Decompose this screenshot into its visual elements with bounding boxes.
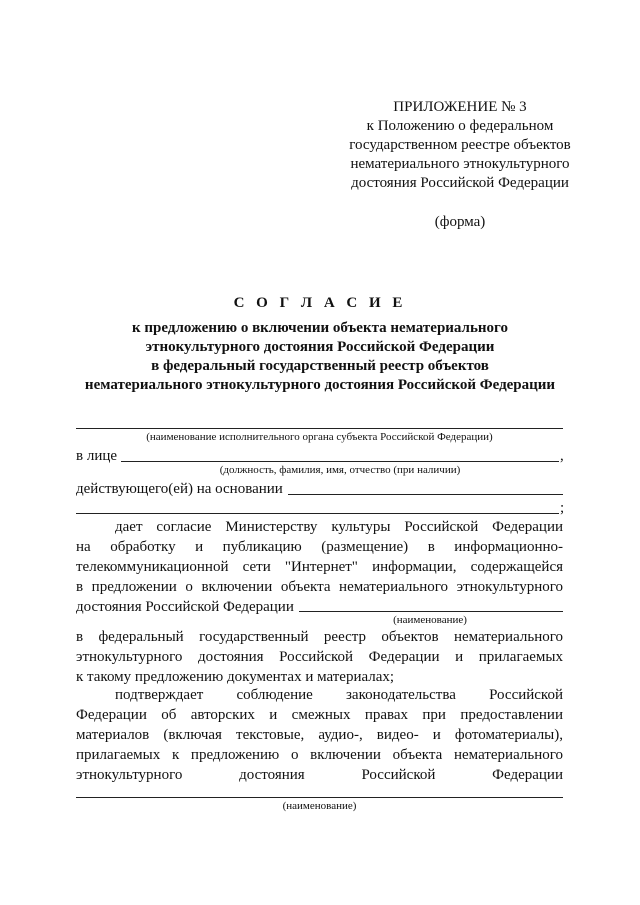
para1-line-5: достояния Российской Федерации [76, 599, 294, 615]
person-field[interactable] [121, 461, 559, 462]
para3-line-4: прилагаемых к предложению о включении объекта нематериального [76, 747, 563, 763]
appendix-line-2: государственном реестре объектов [349, 137, 571, 153]
object-name-field-2[interactable] [76, 797, 563, 798]
para3-line-5: этнокультурного достояния Российской Федерации [76, 767, 563, 783]
appendix-line-1: к Положению о федеральном [366, 118, 554, 134]
appendix-title: ПРИЛОЖЕНИЕ № 3 [393, 99, 527, 115]
acting-basis-label: действующего(ей) на основании [76, 481, 283, 497]
appendix-line-4: достояния Российской Федерации [351, 175, 569, 191]
para2-line-2: этнокультурного достояния Российской Федерации и прилагаемых [76, 649, 563, 665]
para1-line-3: телекоммуникационной сети "Интернет" информации, содержащейся [76, 559, 563, 575]
appendix-line-3: нематериального этнокультурного [350, 156, 570, 172]
para1-line-2: на обработку и публикацию (размещение) в информационно- [76, 539, 563, 555]
subtitle-line-2: этнокультурного достояния Российской Федерации [145, 339, 495, 355]
subtitle-line-3: в федеральный государственный реестр объектов [151, 358, 489, 374]
para3-line-2: Федерации об авторских и смежных правах при предоставлении [76, 707, 563, 723]
para3-line-1: подтверждает соблюдение законодательства Российской [115, 687, 563, 703]
in-person-label: в лице [76, 448, 118, 464]
basis-field[interactable] [288, 494, 563, 495]
para3-line-3: материалов (включая текстовые, аудио-, видео- и фотоматериалы), [76, 727, 563, 743]
organ-name-caption: (наименование исполнительного органа субъекта Российской Федерации) [146, 431, 493, 443]
form-label: (форма) [434, 214, 486, 230]
organ-name-field[interactable] [76, 428, 563, 429]
subtitle-line-1: к предложению о включении объекта нематериального [132, 320, 508, 336]
document-title: С О Г Л А С И Е [233, 295, 407, 311]
para1-line-1: дает согласие Министерству культуры Российской Федерации [115, 519, 563, 535]
person-caption: (должность, фамилия, имя, отчество (при наличии) [219, 464, 461, 476]
subtitle-line-4: нематериального этнокультурного достояния Российской Федерации [84, 377, 556, 393]
para2-line-1: в федеральный государственный реестр объектов нематериального [76, 629, 563, 645]
object-name-field[interactable] [299, 611, 563, 612]
para1-line-4: в предложении о включении объекта нематериального этнокультурного [76, 579, 563, 595]
object-name-caption-2: (наименование) [282, 800, 357, 812]
basis-semicolon: ; [560, 500, 565, 516]
person-comma: , [560, 448, 564, 464]
appendix-header [330, 98, 590, 232]
object-name-caption-1: (наименование) [393, 614, 467, 626]
basis-field-continued[interactable] [76, 513, 559, 514]
document-heading [40, 293, 600, 395]
para2-line-3: к такому предложению документах и материалах; [76, 669, 395, 685]
